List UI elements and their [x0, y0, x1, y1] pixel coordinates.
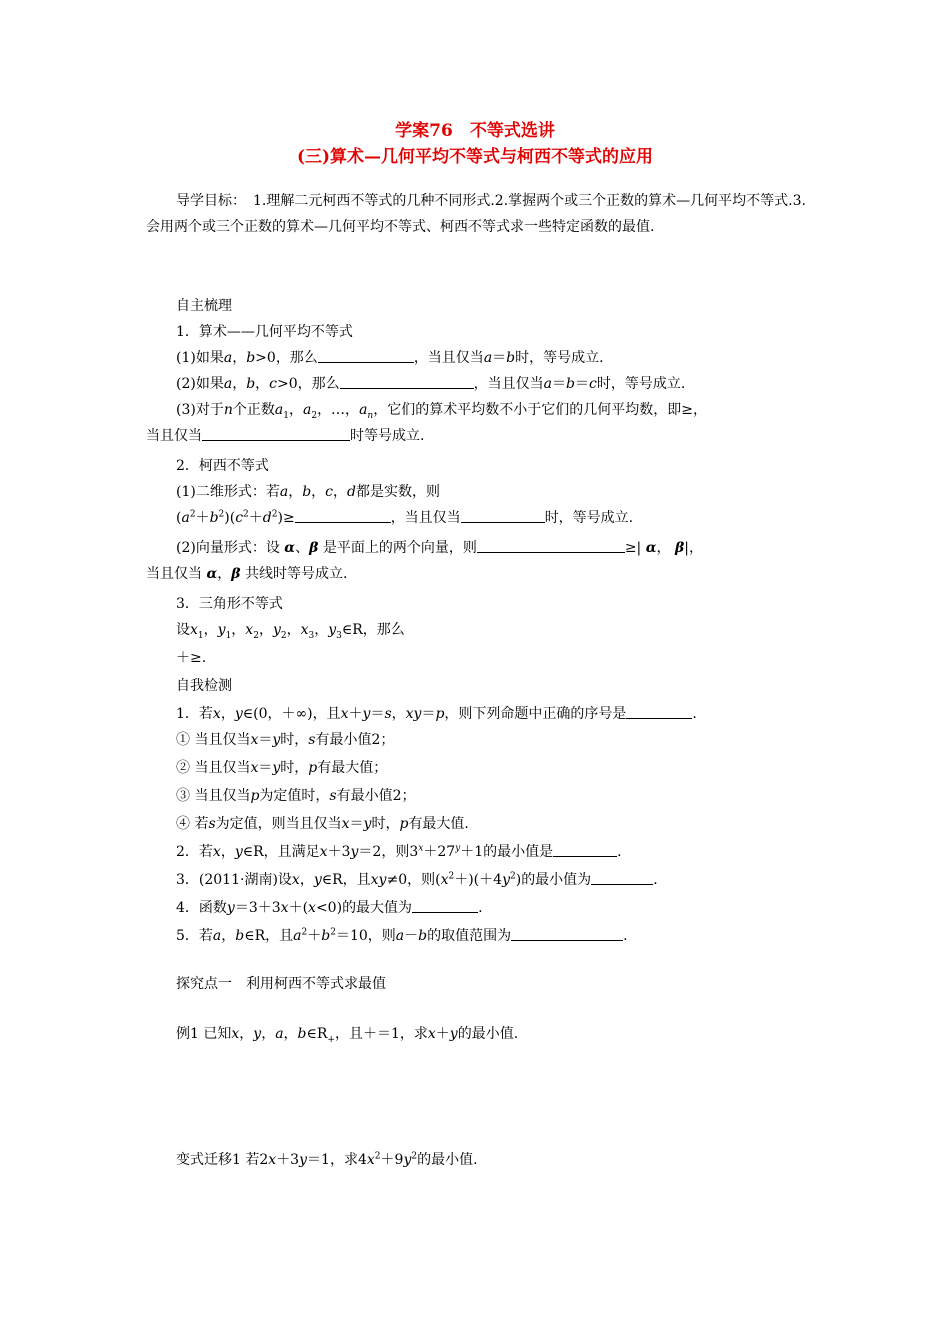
section-heading-check: 自我检测: [176, 678, 232, 694]
answer-blank[interactable]: [591, 870, 653, 885]
review-item-2-2: (2)向量形式：设 α、β 是平面上的两个向量，则 ≥| α， β|，: [176, 540, 703, 556]
section-heading-review: 自主梳理: [176, 298, 232, 314]
review-item-1-2: (2)如果a，b，c>0，那么 ，当且仅当a＝b＝c时，等号成立.: [176, 376, 686, 392]
variant-1: 变式迁移1 若2x＋3y＝1，求$4x^2+9y^2$的最小值.: [176, 1151, 478, 1168]
answer-blank[interactable]: [340, 374, 474, 389]
review-item-3-1: 设$x_1$，$y_1$，$x_2$，$y_2$，$x_3$，$y_3\in R$，那么: [176, 622, 405, 641]
learning-goals: 导学目标： 1.理解二元柯西不等式的几种不同形式.2.掌握两个或三个正数的算术—几何平均不等式.3.会用两个或三个正数的算术—几何平均不等式、柯西不等式求一些特定函数的最值.: [146, 193, 806, 235]
answer-blank[interactable]: [295, 508, 391, 523]
review-item-3-2: ＋≥.: [176, 650, 207, 666]
example-1: 例1 已知x，y，a，$b\in R_+$，且＋＝1，求x＋y的最小值.: [176, 1026, 519, 1045]
answer-blank[interactable]: [202, 426, 350, 441]
answer-blank[interactable]: [477, 538, 625, 553]
answer-blank[interactable]: [511, 926, 623, 941]
review-item-2-2-cont: 当且仅当 α，β 共线时等号成立.: [146, 566, 348, 582]
answer-blank[interactable]: [412, 898, 478, 913]
page-subtitle: (三)算术—几何平均不等式与柯西不等式的应用: [296, 147, 654, 167]
check-option-1: ① 当且仅当x＝y时，s有最小值2；: [176, 732, 395, 748]
review-item-3: 3．三角形不等式: [176, 596, 283, 612]
check-option-4: ④ 若s为定值，则当且仅当x＝y时，p有最大值.: [176, 816, 469, 832]
check-option-2: ② 当且仅当x＝y时，p有最大值；: [176, 760, 388, 776]
page-title: 学案76 不等式选讲: [395, 121, 555, 141]
review-item-1: 1．算术——几何平均不等式: [176, 324, 353, 340]
answer-blank[interactable]: [626, 704, 692, 719]
review-item-2: 2．柯西不等式: [176, 458, 269, 474]
section-heading-explore: 探究点一 利用柯西不等式求最值: [176, 976, 386, 992]
check-option-3: ③ 当且仅当p为定值时，s有最小值2；: [176, 788, 416, 804]
answer-blank[interactable]: [318, 348, 414, 363]
check-question-3: 3．(2011·湖南)设x，y∈R，且xy≠0，则$(x^2+)(+4y^2)$的最小值为 .: [176, 871, 658, 888]
review-item-2-1-formula: $(a^2+b^2)(c^2+d^2)\ge$ ，当且仅当 时，等号成立.: [176, 509, 634, 526]
check-question-1: 1．若x，y∈(0，＋∞)，且x＋y＝s，xy＝p，则下列命题中正确的序号是 .: [176, 706, 697, 722]
check-question-5: 5．若a，b∈R，且$a^2+b^2=10$，则a－b的取值范围为 .: [176, 927, 628, 944]
answer-blank[interactable]: [553, 842, 617, 857]
check-question-2: 2．若x，y∈R，且满足x＋3y＝2，则$3^x+27^y+1$的最小值是 .: [176, 843, 622, 860]
review-item-1-3: (3)对于n个正数$a_1$，$a_2$，…，$a_n$，它们的算术平均数不小于它们的几何平均数，即≥，: [176, 402, 707, 421]
review-item-1-3-cont: 当且仅当 时等号成立.: [146, 428, 425, 444]
review-item-1-1: (1)如果a，b>0，那么 ，当且仅当a＝b时，等号成立.: [176, 350, 604, 366]
review-item-2-1: (1)二维形式：若a，b，c，d都是实数，则: [176, 484, 440, 500]
check-question-4: 4．函数y＝3＋3x＋(x<0)的最大值为 .: [176, 900, 483, 916]
answer-blank[interactable]: [461, 508, 545, 523]
